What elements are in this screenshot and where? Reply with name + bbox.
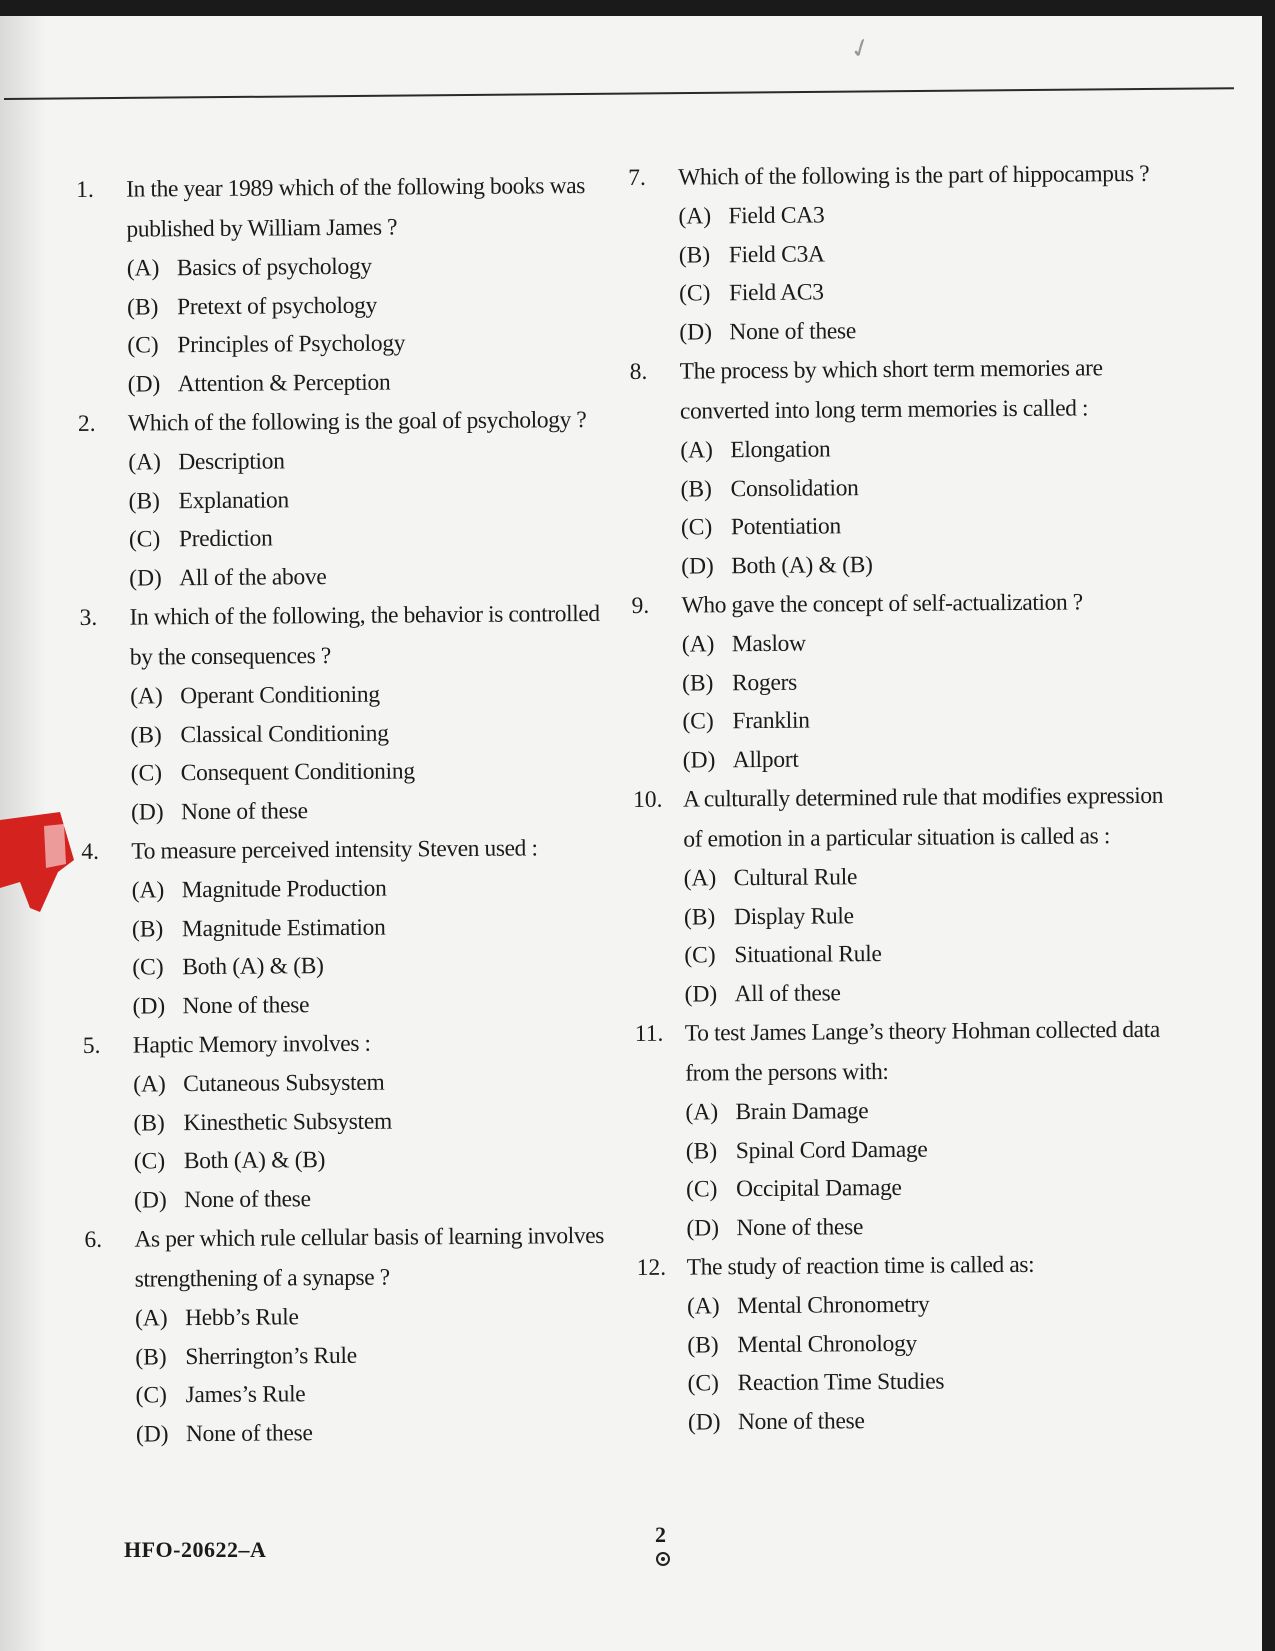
answer-option (634, 933, 1164, 976)
question-text: by the consequences ? (129, 643, 331, 671)
option-text: James’s Rule (185, 1381, 306, 1409)
question-line (630, 388, 1160, 432)
option-label: (C) (130, 760, 163, 787)
option-label: (A) (683, 865, 717, 892)
answer-option (633, 737, 1163, 780)
option-label: (C) (686, 1176, 718, 1203)
answer-option (638, 1399, 1168, 1442)
option-text: Brain Damage (735, 1098, 869, 1126)
answer-option (628, 194, 1158, 237)
option-label: (A) (131, 877, 165, 904)
answer-option (82, 983, 612, 1026)
option-text: Consolidation (730, 474, 859, 502)
question-line (78, 400, 608, 444)
answer-option (79, 517, 609, 560)
answer-option (629, 309, 1159, 352)
option-label: (A) (680, 437, 714, 464)
option-text: Magnitude Estimation (181, 914, 386, 942)
option-label: (A) (126, 255, 160, 282)
option-text: Cutaneous Subsystem (183, 1069, 385, 1098)
option-text: None of these (737, 1407, 865, 1435)
answer-option (80, 712, 610, 755)
option-text: Pretext of psychology (176, 292, 378, 320)
question-text: Haptic Memory involves : (132, 1030, 371, 1059)
option-label: (D) (130, 798, 164, 826)
question-line (635, 1010, 1165, 1054)
question-8 (630, 348, 1162, 586)
question-line (637, 1244, 1167, 1288)
option-text: Allport (732, 746, 799, 773)
option-label: (B) (130, 721, 162, 749)
question-line (630, 348, 1160, 392)
answer-option (636, 1205, 1166, 1248)
option-text: None of these (729, 317, 857, 345)
option-text: Attention & Perception (177, 369, 391, 397)
option-text: None of these (182, 991, 310, 1019)
option-text: Occipital Damage (736, 1174, 902, 1203)
circle-dot-icon (656, 1552, 670, 1566)
answer-option (77, 284, 607, 327)
answer-option (78, 361, 608, 404)
question-12 (637, 1244, 1169, 1442)
option-label: (A) (685, 1099, 719, 1126)
option-text: None of these (180, 797, 308, 825)
answer-option (634, 894, 1164, 937)
question-number: 3. (79, 604, 98, 631)
question-text: To test James Lange’s theory Hohman collected data (684, 1016, 1160, 1047)
answer-option (81, 789, 611, 832)
option-label: (D) (679, 318, 713, 346)
option-label: (C) (680, 514, 713, 541)
question-number: 12. (636, 1254, 667, 1281)
option-label: (B) (135, 1343, 167, 1371)
answer-option (632, 660, 1162, 703)
option-text: Explanation (178, 486, 289, 514)
answer-option (82, 945, 612, 988)
question-11 (635, 1010, 1167, 1248)
answer-option (83, 1062, 613, 1105)
option-label: (A) (133, 1071, 166, 1098)
option-text: Mental Chronometry (736, 1291, 930, 1320)
option-text: Potentiation (730, 513, 841, 541)
answer-option (632, 622, 1162, 665)
option-text: Basics of psychology (176, 253, 372, 282)
option-label: (D) (132, 992, 166, 1020)
option-text: None of these (736, 1213, 864, 1241)
question-text: The process by which short term memories are (679, 355, 1103, 385)
answer-option (630, 428, 1160, 471)
question-6 (84, 1216, 616, 1454)
option-label: (D) (133, 1186, 167, 1214)
option-label: (D) (129, 564, 162, 592)
option-text: Reaction Time Studies (737, 1368, 945, 1397)
option-label: (B) (682, 669, 714, 697)
option-label: (C) (127, 332, 159, 359)
question-text: of emotion in a particular situation is called as : (683, 823, 1111, 853)
paper-code: HFO-20622–A (124, 1537, 267, 1562)
option-text: Maslow (731, 630, 806, 658)
answer-option (636, 1128, 1166, 1171)
question-text: In which of the following, the behavior is controlled (129, 600, 600, 631)
question-9 (631, 582, 1163, 780)
answer-option (85, 1334, 615, 1377)
question-text: Which of the following is the part of hippocampus ? (678, 160, 1150, 191)
answer-option (629, 232, 1159, 275)
option-text: Display Rule (733, 902, 854, 930)
option-text: Consequent Conditioning (180, 758, 415, 787)
option-text: Mental Chronology (737, 1330, 918, 1358)
option-text: None of these (185, 1419, 313, 1447)
question-2 (78, 400, 610, 598)
question-10 (633, 776, 1165, 1014)
header-rule (4, 87, 1234, 100)
option-label: (B) (128, 487, 161, 515)
question-text: converted into long term memories is called : (679, 395, 1089, 425)
option-label: (D) (135, 1420, 169, 1448)
question-4 (81, 828, 613, 1026)
question-text: A culturally determined rule that modifies expression (682, 782, 1164, 813)
option-label: (C) (128, 526, 161, 553)
option-text: Principles of Psychology (177, 330, 406, 359)
option-label: (D) (686, 1214, 720, 1242)
question-1 (76, 166, 608, 404)
option-label: (B) (133, 1109, 165, 1137)
option-label: (D) (682, 746, 716, 774)
option-label: (C) (687, 1370, 720, 1397)
question-line (631, 582, 1161, 626)
option-label: (B) (683, 903, 716, 931)
option-label: (B) (680, 475, 713, 503)
answer-option (85, 1373, 615, 1416)
option-text: Field CA3 (728, 202, 825, 230)
question-line (633, 776, 1163, 820)
answer-option (635, 1090, 1165, 1133)
option-text: Description (178, 448, 285, 476)
page-number: 2 (655, 1522, 666, 1547)
question-number: 1. (76, 176, 94, 203)
answer-option (632, 699, 1162, 742)
option-text: Both (A) & (B) (731, 551, 873, 579)
answer-option (84, 1177, 614, 1220)
option-label: (C) (132, 954, 164, 981)
option-text: Classical Conditioning (180, 720, 389, 748)
answer-option (81, 751, 611, 794)
option-text: Kinesthetic Subsystem (183, 1108, 393, 1136)
option-label: (C) (135, 1382, 168, 1409)
option-text: Field AC3 (728, 279, 824, 307)
option-label: (A) (130, 683, 163, 710)
answer-option (83, 1100, 613, 1143)
question-line (85, 1256, 615, 1300)
option-label: (C) (133, 1148, 166, 1175)
option-label: (B) (678, 241, 711, 269)
question-line (80, 634, 610, 678)
option-text: Cultural Rule (733, 864, 858, 892)
red-sticker-icon (0, 812, 78, 922)
answer-option (631, 505, 1161, 548)
question-number: 8. (629, 358, 648, 385)
question-5 (83, 1022, 615, 1220)
answer-option (631, 543, 1161, 586)
option-label: (A) (681, 631, 715, 658)
option-label: (D) (127, 370, 161, 398)
question-text: from the persons with: (685, 1058, 889, 1087)
option-text: Magnitude Production (181, 875, 387, 904)
option-label: (D) (687, 1408, 721, 1436)
option-label: (B) (131, 915, 164, 943)
option-text: Operant Conditioning (180, 681, 380, 710)
option-label: (A) (128, 449, 162, 476)
question-line (628, 154, 1158, 198)
answer-option (84, 1139, 614, 1182)
question-text: In the year 1989 which of the following books was (126, 173, 586, 203)
answer-option (82, 906, 612, 949)
question-3 (79, 594, 611, 832)
option-text: All of these (734, 979, 841, 1007)
option-text: Elongation (730, 436, 831, 464)
option-text: Both (A) & (B) (182, 953, 324, 981)
answer-option (637, 1284, 1167, 1327)
option-label: (B) (685, 1137, 718, 1165)
question-number: 9. (631, 592, 650, 619)
answer-option (636, 1167, 1166, 1210)
option-label: (D) (681, 552, 714, 580)
question-number: 11. (634, 1020, 664, 1047)
question-number: 2. (77, 410, 96, 437)
answer-option (634, 856, 1164, 899)
option-text: Hebb’s Rule (184, 1304, 299, 1332)
answer-option (630, 466, 1160, 509)
option-label: (C) (682, 708, 714, 735)
question-line (79, 594, 609, 638)
option-label: (C) (678, 280, 711, 307)
option-label: (D) (684, 980, 718, 1008)
question-7 (628, 154, 1160, 352)
question-text: To measure perceived intensity Steven used : (131, 835, 538, 865)
option-text: Field C3A (728, 240, 825, 268)
question-text: strengthening of a synapse ? (134, 1264, 390, 1293)
question-number: 4. (81, 838, 100, 865)
question-text: Which of the following is the goal of psychology ? (127, 406, 587, 437)
question-text: As per which rule cellular basis of learning involves (134, 1222, 605, 1253)
question-number: 6. (84, 1226, 103, 1253)
option-label: (A) (678, 203, 712, 230)
option-text: All of the above (179, 563, 327, 591)
answer-option (77, 323, 607, 366)
answer-option (77, 246, 607, 289)
question-text: The study of reaction time is called as: (686, 1251, 1035, 1281)
right-question-column (628, 154, 1168, 1442)
question-line (76, 166, 606, 210)
option-text: Spinal Cord Damage (735, 1136, 928, 1164)
answer-option (85, 1296, 615, 1339)
option-text: Situational Rule (734, 941, 882, 969)
answer-option (78, 440, 608, 483)
question-line (76, 206, 606, 250)
answer-option (79, 555, 609, 598)
pen-tick-mark: ✓ (845, 31, 876, 66)
answer-option (82, 868, 612, 911)
option-label: (B) (126, 293, 159, 321)
question-line (84, 1216, 614, 1260)
question-line (83, 1022, 613, 1066)
option-label: (A) (686, 1293, 720, 1320)
question-line (633, 816, 1163, 860)
answer-option (629, 271, 1159, 314)
answer-option (78, 478, 608, 521)
question-number: 10. (632, 786, 663, 813)
option-text: Sherrington’s Rule (185, 1342, 357, 1370)
answer-option (637, 1322, 1167, 1365)
question-line (635, 1050, 1165, 1094)
question-number: 7. (628, 164, 646, 191)
question-line (81, 828, 611, 872)
answer-option (86, 1411, 616, 1454)
left-question-column (76, 166, 616, 1454)
answer-option (80, 674, 610, 717)
answer-option (637, 1361, 1167, 1404)
option-text: Both (A) & (B) (183, 1147, 326, 1175)
option-label: (C) (684, 942, 716, 969)
option-label: (B) (687, 1331, 719, 1359)
option-text: None of these (183, 1185, 311, 1213)
option-label: (A) (134, 1305, 168, 1332)
option-text: Rogers (732, 669, 798, 696)
question-text: Who gave the concept of self-actualization ? (681, 589, 1083, 619)
answer-option (634, 971, 1164, 1014)
question-number: 5. (82, 1032, 101, 1059)
option-text: Franklin (732, 707, 810, 735)
question-text: published by William James ? (126, 214, 398, 243)
option-text: Prediction (178, 525, 273, 553)
